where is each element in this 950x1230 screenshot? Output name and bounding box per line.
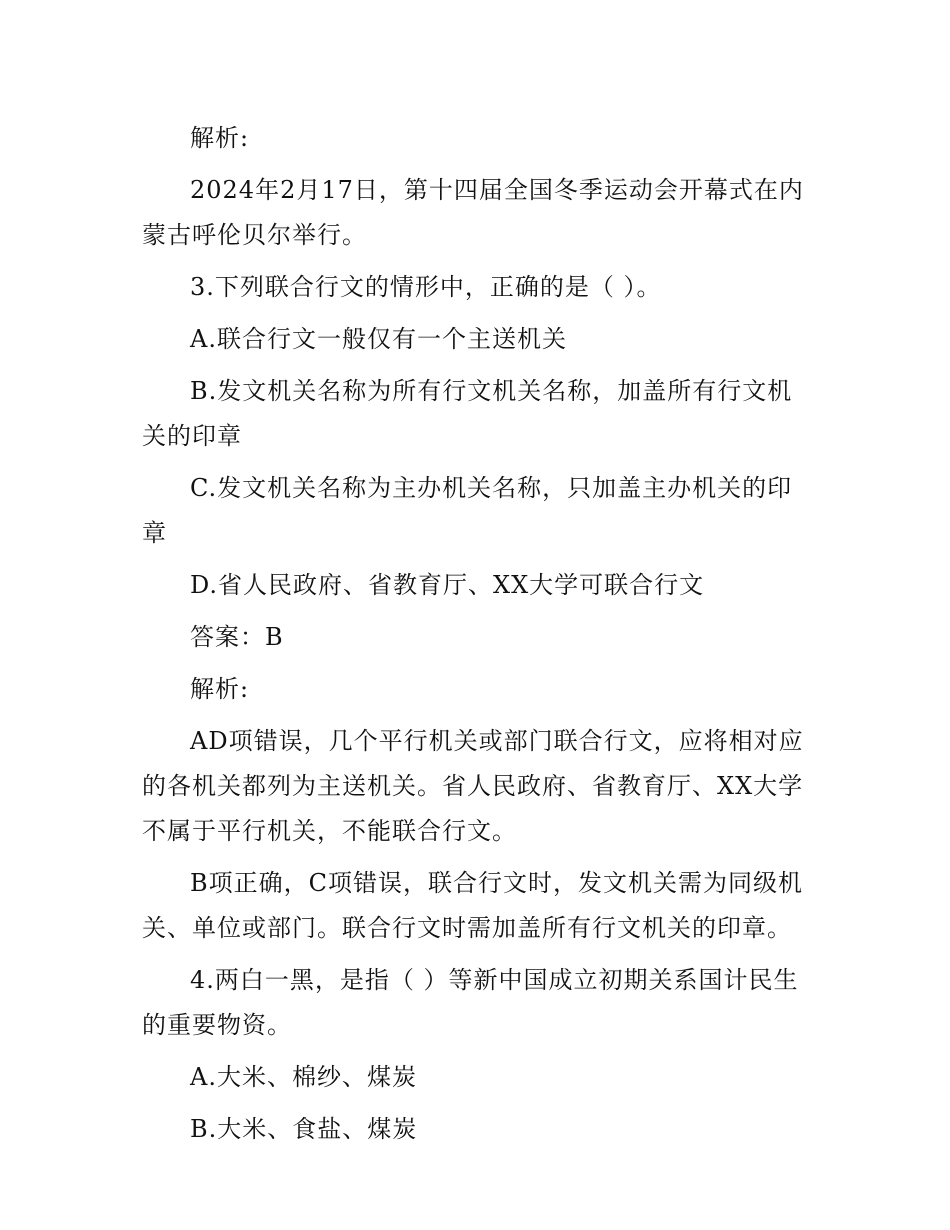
- analysis-text: B项正确，C项错误，联合行文时，发文机关需为同级机关、单位或部门。联合行文时需加盖所有行文机关的印章。: [142, 869, 803, 942]
- option-d: D.省人民政府、省教育厅、XX大学可联合行文: [190, 571, 705, 599]
- option-a: A.大米、棉纱、煤炭: [190, 1063, 417, 1091]
- document-body: [142, 116, 812, 1159]
- option-b: B.大米、食盐、煤炭: [190, 1115, 418, 1143]
- analysis-label: 解析:: [190, 124, 250, 152]
- analysis-text: AD项错误，几个平行机关或部门联合行文，应将相对应的各机关都列为主送机关。省人民政府、省教育厅、XX大学不属于平行机关，不能联合行文。: [142, 727, 804, 845]
- question-3: 3.下列联合行文的情形中，正确的是（ ）。: [190, 273, 662, 301]
- option-c: C.发文机关名称为主办机关名称，只加盖主办机关的印章: [142, 474, 793, 547]
- answer: 答案：B: [190, 623, 284, 651]
- analysis-label: 解析:: [190, 675, 250, 703]
- option-b: B.发文机关名称为所有行文机关名称，加盖所有行文机关的印章: [142, 377, 793, 450]
- analysis-text: 2024年2月17日，第十四届全国冬季运动会开幕式在内蒙古呼伦贝尔举行。: [142, 176, 804, 249]
- question-4: 4.两白一黑，是指（ ）等新中国成立初期关系国计民生的重要物资。: [142, 966, 799, 1039]
- option-a: A.联合行文一般仅有一个主送机关: [190, 325, 567, 353]
